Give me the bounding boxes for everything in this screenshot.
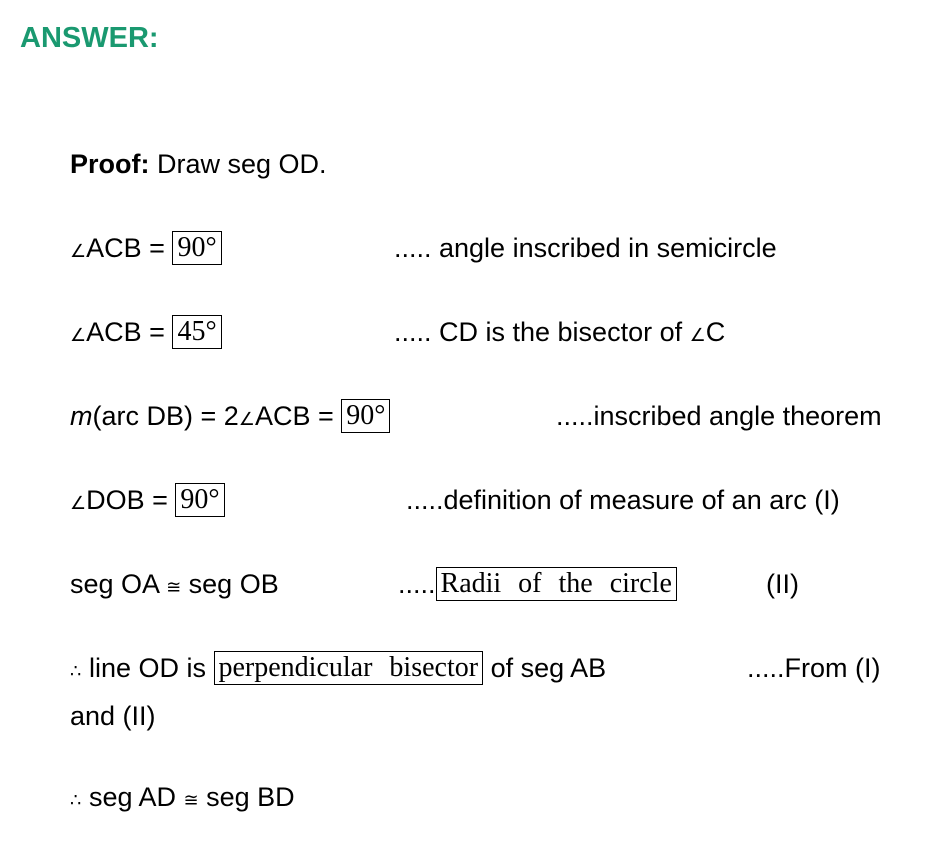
angle-symbol: ∠: [70, 493, 87, 513]
angle-symbol: ∠: [689, 325, 706, 345]
therefore-symbol: ∴: [70, 790, 82, 810]
congruent-symbol: ≅: [183, 790, 199, 810]
step-2-reason: [394, 315, 725, 352]
angle-symbol: ∠: [70, 325, 87, 345]
step-3-m: m: [70, 401, 93, 431]
therefore-symbol: ∴: [70, 661, 82, 681]
congruent-symbol: ≅: [166, 577, 182, 597]
step-5-lhs-a: seg OA: [70, 569, 167, 599]
answer-box-1: 90°: [172, 231, 221, 265]
answer-heading: ANSWER:: [20, 22, 159, 54]
step-1-reason: ..... angle inscribed in semicircle: [394, 233, 777, 263]
answer-box-6: perpendicular bisector: [214, 651, 484, 685]
step-6-lhs: line OD is: [81, 653, 214, 683]
proof-label: Proof:: [70, 149, 150, 179]
step-5-statement: [70, 567, 279, 604]
answer-box-5: Radii of the circle: [436, 567, 677, 601]
step-5-reason: [398, 567, 677, 603]
step-5-lhs-b: seg OB: [181, 569, 279, 599]
step-6-mid: of seg AB: [483, 653, 607, 683]
step-1-lhs: ACB =: [86, 233, 173, 263]
answer-box-3: 90°: [341, 399, 390, 433]
proof-line: [70, 147, 327, 181]
step-5-tag: (II): [766, 569, 799, 599]
step-6-statement: [70, 651, 606, 688]
step-1-statement: [70, 231, 222, 268]
angle-symbol: ∠: [238, 409, 255, 429]
answer-box-2: 45°: [172, 315, 221, 349]
conclusion-lhs-b: seg BD: [198, 782, 295, 812]
step-5-dots: .....: [398, 569, 436, 599]
angle-symbol: ∠: [70, 241, 87, 261]
step-2-reason-tail: C: [705, 317, 726, 347]
conclusion-lhs-a: seg AD: [81, 782, 184, 812]
answer-box-4: 90°: [175, 483, 224, 517]
conclusion-statement: [70, 780, 295, 817]
step-6-reason: .....From (I): [747, 653, 881, 683]
proof-text: Draw seg OD.: [149, 149, 327, 179]
step-3-reason: .....inscribed angle theorem: [556, 401, 882, 431]
step-3-lhs-b: ACB =: [254, 401, 342, 431]
step-2-statement: [70, 315, 222, 352]
step-4-statement: [70, 483, 225, 520]
step-2-lhs: ACB =: [86, 317, 173, 347]
step-3-lhs-a: (arc DB) = 2: [92, 401, 239, 431]
step-3-statement: [70, 399, 390, 436]
step-2-reason-text: ..... CD is the bisector of: [394, 317, 690, 347]
step-4-lhs: DOB =: [86, 485, 176, 515]
step-6-continuation: and (II): [70, 701, 156, 731]
step-4-reason: .....definition of measure of an arc (I): [406, 485, 840, 515]
